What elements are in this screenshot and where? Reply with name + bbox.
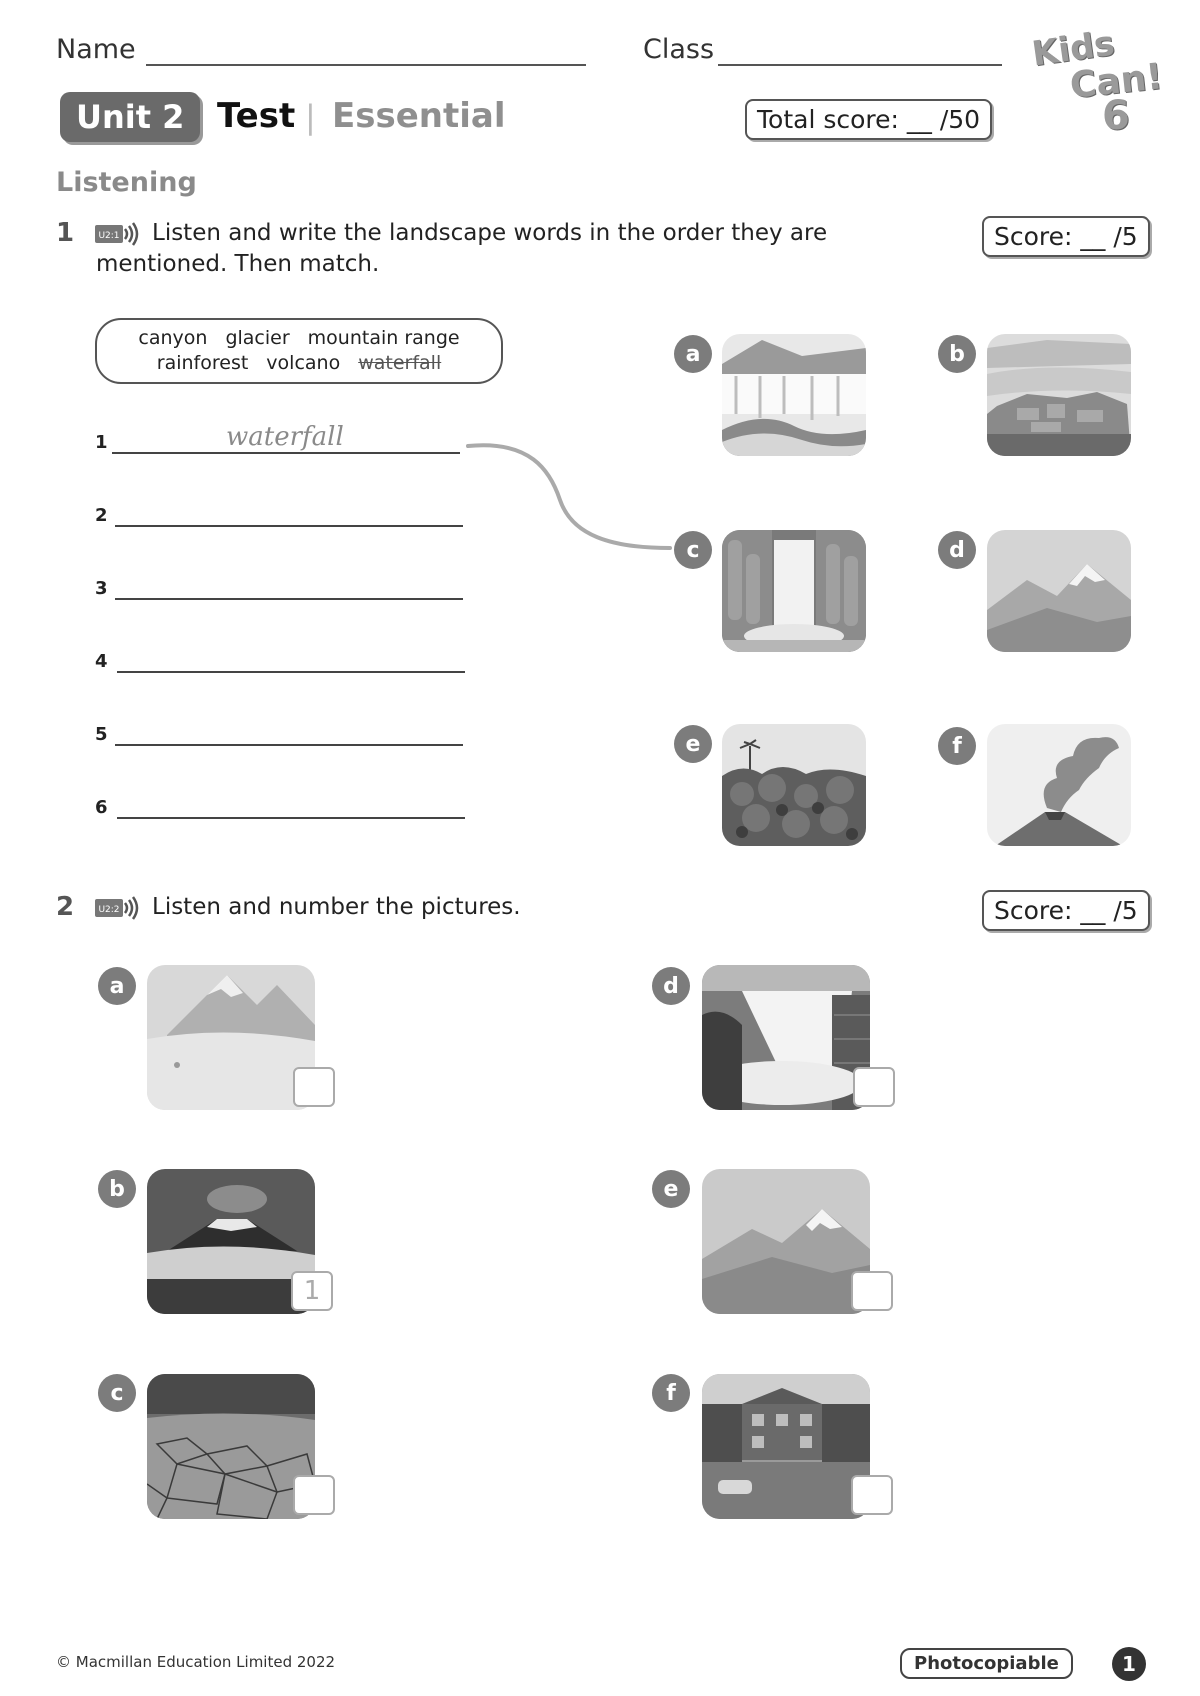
test-title: Test (217, 96, 296, 136)
glacier-image[interactable] (722, 334, 866, 456)
question-2-number: 2 (56, 892, 75, 922)
match-connector-line (460, 430, 680, 560)
mountain-range-image[interactable] (987, 530, 1131, 652)
picture-label-f: f (938, 727, 976, 765)
q2-answer-box-c[interactable] (293, 1475, 335, 1515)
picture-label-b: b (938, 335, 976, 373)
word-waterfall-crossed: waterfall (358, 352, 442, 374)
example-answer: waterfall (226, 422, 344, 452)
question-1-number: 1 (56, 218, 75, 248)
q2-mountain-range-image[interactable] (702, 1169, 870, 1314)
q2-picture-label-b: b (98, 1170, 136, 1208)
question-2-instruction: Listen and number the pictures. (152, 894, 521, 920)
logo-text-kids: Kids (1029, 23, 1117, 75)
picture-label-a: a (674, 335, 712, 373)
q2-answer-box-a[interactable] (293, 1067, 335, 1107)
logo-number: 6 (1102, 93, 1130, 139)
line-number-3: 3 (95, 578, 108, 599)
audio-track-icon-2[interactable] (94, 894, 140, 926)
q2-answer-box-f[interactable] (851, 1475, 893, 1515)
flooded-street-image[interactable] (702, 1374, 870, 1519)
class-field[interactable] (718, 64, 1002, 66)
q2-waterfall-image[interactable] (702, 965, 870, 1110)
word-glacier: glacier (225, 327, 290, 349)
audio-track-label: U2:1 (98, 231, 120, 241)
question-1-instruction: Listen and write the landscape words in the order they are mentioned. Then match. (96, 220, 828, 277)
waterfall-image[interactable] (722, 530, 866, 652)
line-number-1: 1 (95, 432, 108, 453)
answer-line-2[interactable] (115, 525, 463, 527)
word-canyon: canyon (138, 327, 208, 349)
answer-line-6[interactable] (117, 817, 465, 819)
picture-label-d: d (938, 531, 976, 569)
q2-volcano-image[interactable] (147, 1169, 315, 1314)
word-volcano: volcano (266, 352, 341, 374)
line-number-5: 5 (95, 724, 108, 745)
q2-picture-label-c: c (98, 1374, 136, 1412)
section-heading: Listening (56, 167, 197, 198)
q2-answer-box-d[interactable] (853, 1067, 895, 1107)
q2-answer-box-b[interactable]: 1 (291, 1271, 333, 1311)
name-field[interactable] (146, 64, 586, 66)
photocopiable-badge: Photocopiable (900, 1648, 1073, 1679)
audio-track-label-2: U2:2 (98, 905, 120, 915)
logo-text-can: Can! (1068, 56, 1165, 107)
page-number: 1 (1112, 1647, 1146, 1681)
line-number-6: 6 (95, 797, 108, 818)
rainforest-image[interactable] (722, 724, 866, 846)
answer-line-4[interactable] (117, 671, 465, 673)
total-score-box: Total score: __ /50 (745, 99, 992, 140)
volcano-image[interactable] (987, 724, 1131, 846)
q2-picture-label-a: a (98, 967, 136, 1005)
q2-picture-label-e: e (652, 1170, 690, 1208)
kids-can-logo (1029, 23, 1170, 139)
q2-picture-label-f: f (652, 1374, 690, 1412)
class-label: Class (643, 34, 715, 65)
answer-line-5[interactable] (115, 744, 463, 746)
q2-answer-box-e[interactable] (851, 1271, 893, 1311)
copyright: © Macmillan Education Limited 2022 (56, 1653, 336, 1671)
line-number-4: 4 (95, 651, 108, 672)
snowy-mountain-image[interactable] (147, 965, 315, 1110)
level-title: Essential (332, 96, 506, 136)
question-1-score: Score: __ /5 (982, 216, 1150, 257)
dry-cracked-land-image[interactable] (147, 1374, 315, 1519)
q2-picture-label-d: d (652, 967, 690, 1005)
question-2-score: Score: __ /5 (982, 890, 1150, 931)
word-bank (95, 318, 503, 384)
unit-badge: Unit 2 (60, 92, 200, 142)
answer-line-3[interactable] (115, 598, 463, 600)
answer-line-1[interactable] (112, 452, 460, 454)
canyon-image[interactable] (987, 334, 1131, 456)
title-separator: | (305, 98, 316, 136)
picture-label-e: e (674, 725, 712, 763)
line-number-2: 2 (95, 505, 108, 526)
picture-label-c: c (674, 531, 712, 569)
word-mountain-range: mountain range (307, 327, 460, 349)
name-label: Name (56, 34, 136, 65)
word-rainforest: rainforest (156, 352, 249, 374)
